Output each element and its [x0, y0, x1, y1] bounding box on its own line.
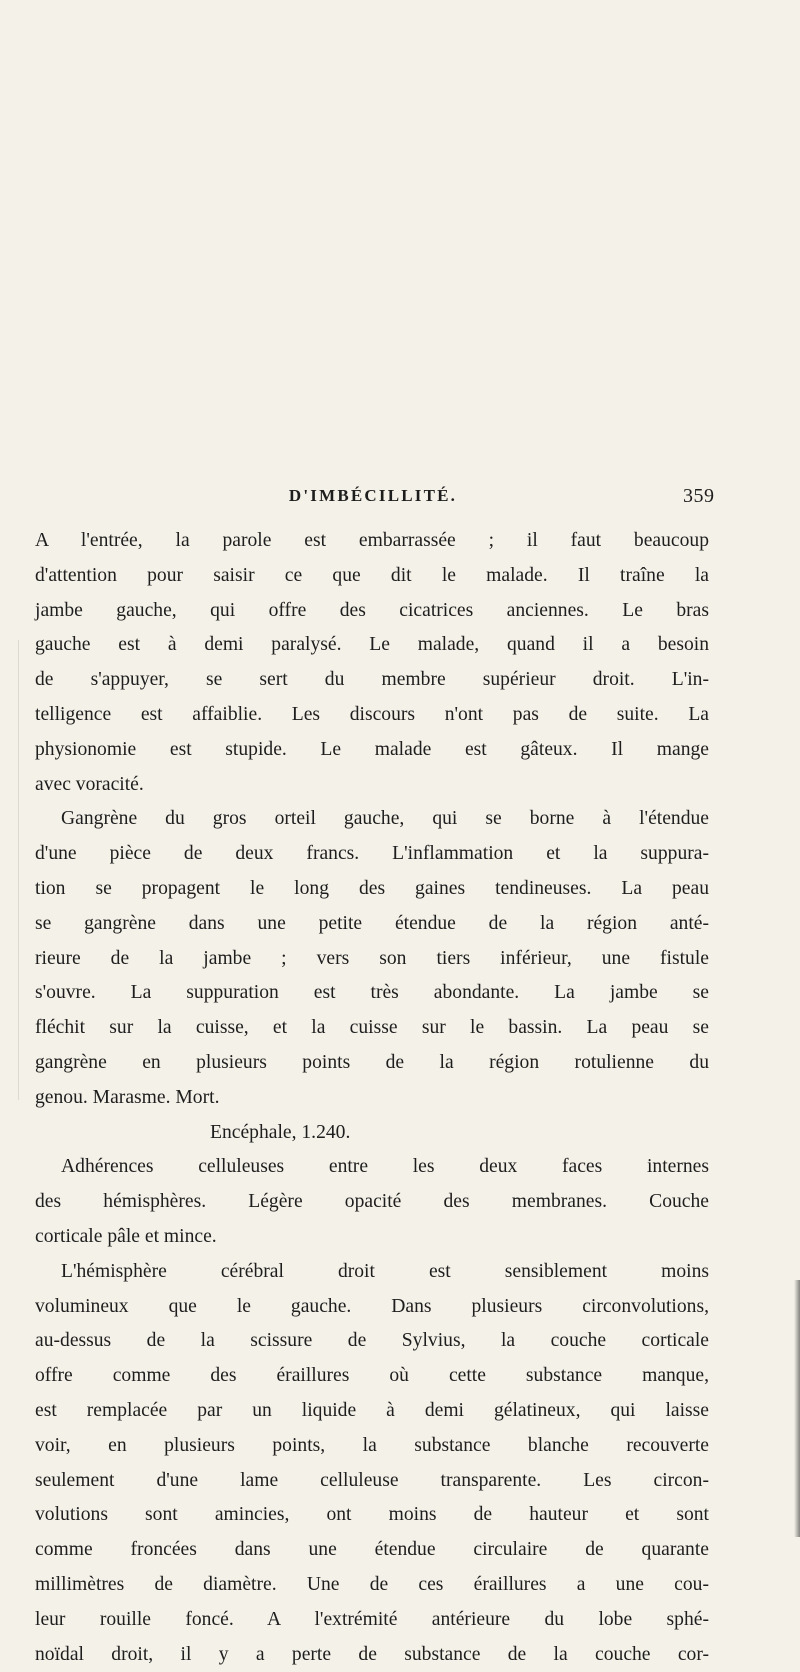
- text-line: L'hémisphère cérébral droit est sensiblement moins: [35, 1255, 709, 1290]
- text-line: voir, en plusieurs points, la substance blanche recouverte: [35, 1429, 709, 1464]
- text-line: offre comme des éraillures où cette substance manque,: [35, 1359, 709, 1394]
- text-line: leur rouille foncé. A l'extrémité antérieure du lobe sphé-: [35, 1603, 709, 1638]
- scan-shadow-left: [18, 640, 19, 1100]
- running-title: D'IMBÉCILLITÉ.: [263, 486, 483, 506]
- text-line: noïdal droit, il y a perte de substance de la couche cor-: [35, 1638, 709, 1672]
- page-number: 359: [683, 485, 715, 508]
- text-line: d'attention pour saisir ce que dit le malade. Il traîne la: [35, 559, 709, 594]
- text-line: corticale pâle et mince.: [35, 1220, 709, 1255]
- text-line: physionomie est stupide. Le malade est gâteux. Il mange: [35, 733, 709, 768]
- text-line: Adhérences celluleuses entre les deux faces internes: [35, 1150, 709, 1185]
- text-line: tion se propagent le long des gaines tendineuses. La peau: [35, 872, 709, 907]
- text-line: fléchit sur la cuisse, et la cuisse sur le bassin. La peau se: [35, 1011, 709, 1046]
- text-line: telligence est affaiblie. Les discours n'ont pas de suite. La: [35, 698, 709, 733]
- text-line: Gangrène du gros orteil gauche, qui se borne à l'étendue: [35, 802, 709, 837]
- text-line: gauche est à demi paralysé. Le malade, quand il a besoin: [35, 628, 709, 663]
- text-body: [35, 524, 709, 1672]
- text-line: d'une pièce de deux francs. L'inflammation et la suppura-: [35, 837, 709, 872]
- text-line: de s'appuyer, se sert du membre supérieur droit. L'in-: [35, 663, 709, 698]
- encephale-weight: Encéphale, 1.240.: [35, 1116, 709, 1151]
- text-line: est remplacée par un liquide à demi gélatineux, qui laisse: [35, 1394, 709, 1429]
- text-line: avec voracité.: [35, 768, 709, 803]
- text-line: gangrène en plusieurs points de la région rotulienne du: [35, 1046, 709, 1081]
- text-line: A l'entrée, la parole est embarrassée ; il faut beaucoup: [35, 524, 709, 559]
- running-head: [0, 486, 800, 512]
- text-line: rieure de la jambe ; vers son tiers inférieur, une fistule: [35, 942, 709, 977]
- text-line: seulement d'une lame celluleuse transparente. Les circon-: [35, 1464, 709, 1499]
- text-line: volutions sont amincies, ont moins de hauteur et sont: [35, 1498, 709, 1533]
- text-line: millimètres de diamètre. Une de ces éraillures a une cou-: [35, 1568, 709, 1603]
- scan-edge-right: [794, 1280, 800, 1537]
- text-line: comme froncées dans une étendue circulaire de quarante: [35, 1533, 709, 1568]
- text-line: volumineux que le gauche. Dans plusieurs circonvolutions,: [35, 1290, 709, 1325]
- text-line: au-dessus de la scissure de Sylvius, la couche corticale: [35, 1324, 709, 1359]
- text-line: se gangrène dans une petite étendue de la région anté-: [35, 907, 709, 942]
- text-line: s'ouvre. La suppuration est très abondante. La jambe se: [35, 976, 709, 1011]
- text-line: genou. Marasme. Mort.: [35, 1081, 709, 1116]
- text-line: jambe gauche, qui offre des cicatrices anciennes. Le bras: [35, 594, 709, 629]
- text-line: des hémisphères. Légère opacité des membranes. Couche: [35, 1185, 709, 1220]
